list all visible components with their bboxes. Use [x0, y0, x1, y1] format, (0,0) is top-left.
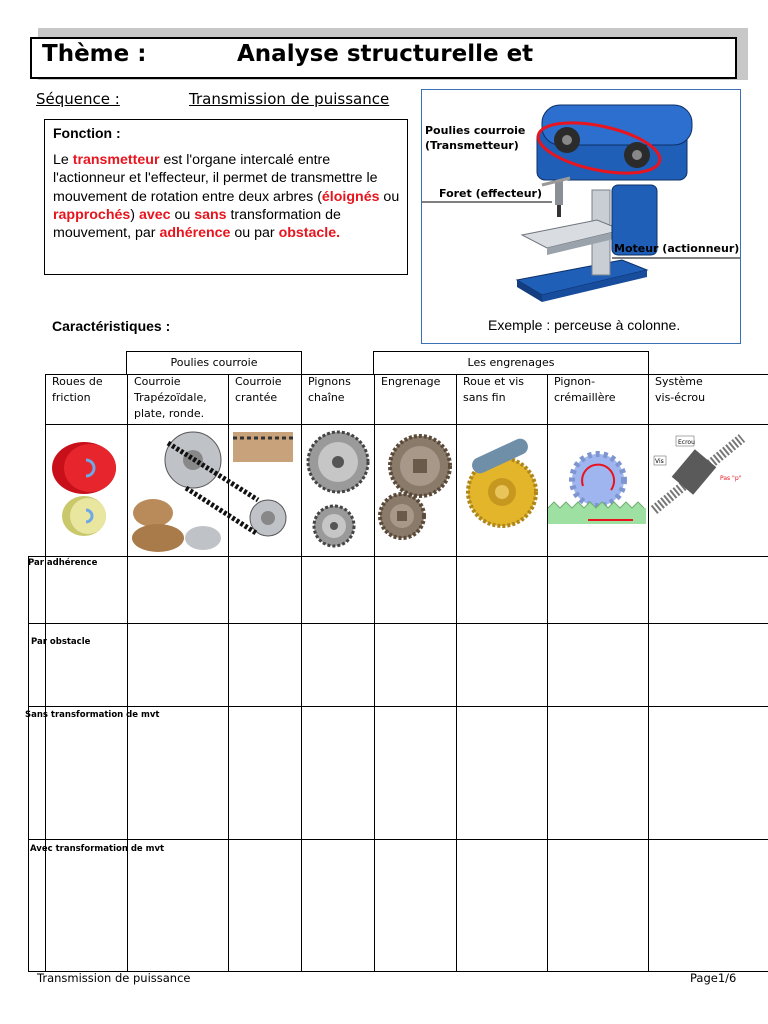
group-gears: Les engrenages	[373, 351, 649, 375]
row-without-transformation: Sans transformation de mvt	[25, 710, 160, 720]
theme-label: Thème :	[42, 41, 147, 67]
col-worm-gear: Roue et vis sans fin	[463, 375, 524, 404]
footer-title: Transmission de puissance	[37, 971, 191, 985]
characteristics-heading: Caractéristiques :	[52, 318, 171, 334]
col-chain-sprockets: Pignons chaîne	[308, 375, 351, 404]
label-pas: Pas "p"	[720, 475, 742, 482]
col-rack-pinion: Pignon- crémaillère	[554, 375, 616, 404]
sequence-title: Transmission de puissance	[189, 90, 390, 108]
friction-wheels-image	[50, 440, 122, 540]
row-by-obstacle: Par obstacle	[31, 637, 91, 647]
col-friction-wheels: Roues de friction	[52, 375, 103, 404]
label-drill: Foret (effecteur)	[439, 187, 542, 200]
rack-pinion-image	[548, 446, 646, 528]
function-title: Fonction :	[53, 125, 121, 141]
belt-pulleys-image	[128, 428, 300, 554]
page-number: Page1/6	[690, 971, 737, 985]
col-screw-nut: Système vis-écrou	[655, 375, 706, 404]
worm-gear-image	[460, 438, 544, 534]
label-vis: Vis	[655, 458, 664, 465]
group-pulleys: Poulies courroie	[126, 351, 302, 375]
col-toothed-belt: Courroie crantée	[235, 375, 282, 404]
sequence-label: Séquence :	[36, 90, 120, 108]
label-motor: Moteur (actionneur)	[614, 242, 740, 255]
theme-title: Analyse structurelle et	[237, 41, 534, 67]
chain-sprockets-image	[304, 428, 372, 552]
screw-nut-image	[650, 430, 746, 518]
label-ecrou: Ecrou	[678, 439, 695, 446]
row-by-adhesion: Par adhérence	[28, 558, 98, 568]
col-trapezoidal-belt: Courroie Trapézoïdale, plate, ronde.	[134, 375, 207, 420]
function-text: Le transmetteur est l'organe intercalé entre l'actionneur et l'effecteur, il permet de transmettre le mouvement de rotation entre deux arbres (éloignés ou rapprochés) avec ou sans transformation de mouvement, par adhérence ou par obstacle.	[53, 152, 400, 242]
row-with-transformation: Avec transformation de mvt	[30, 844, 165, 854]
col-gears: Engrenage	[381, 375, 441, 388]
example-caption: Exemple : perceuse à colonne.	[488, 317, 681, 333]
label-pulleys: Poulies courroie (Transmetteur)	[425, 124, 526, 152]
gears-image	[376, 432, 454, 540]
